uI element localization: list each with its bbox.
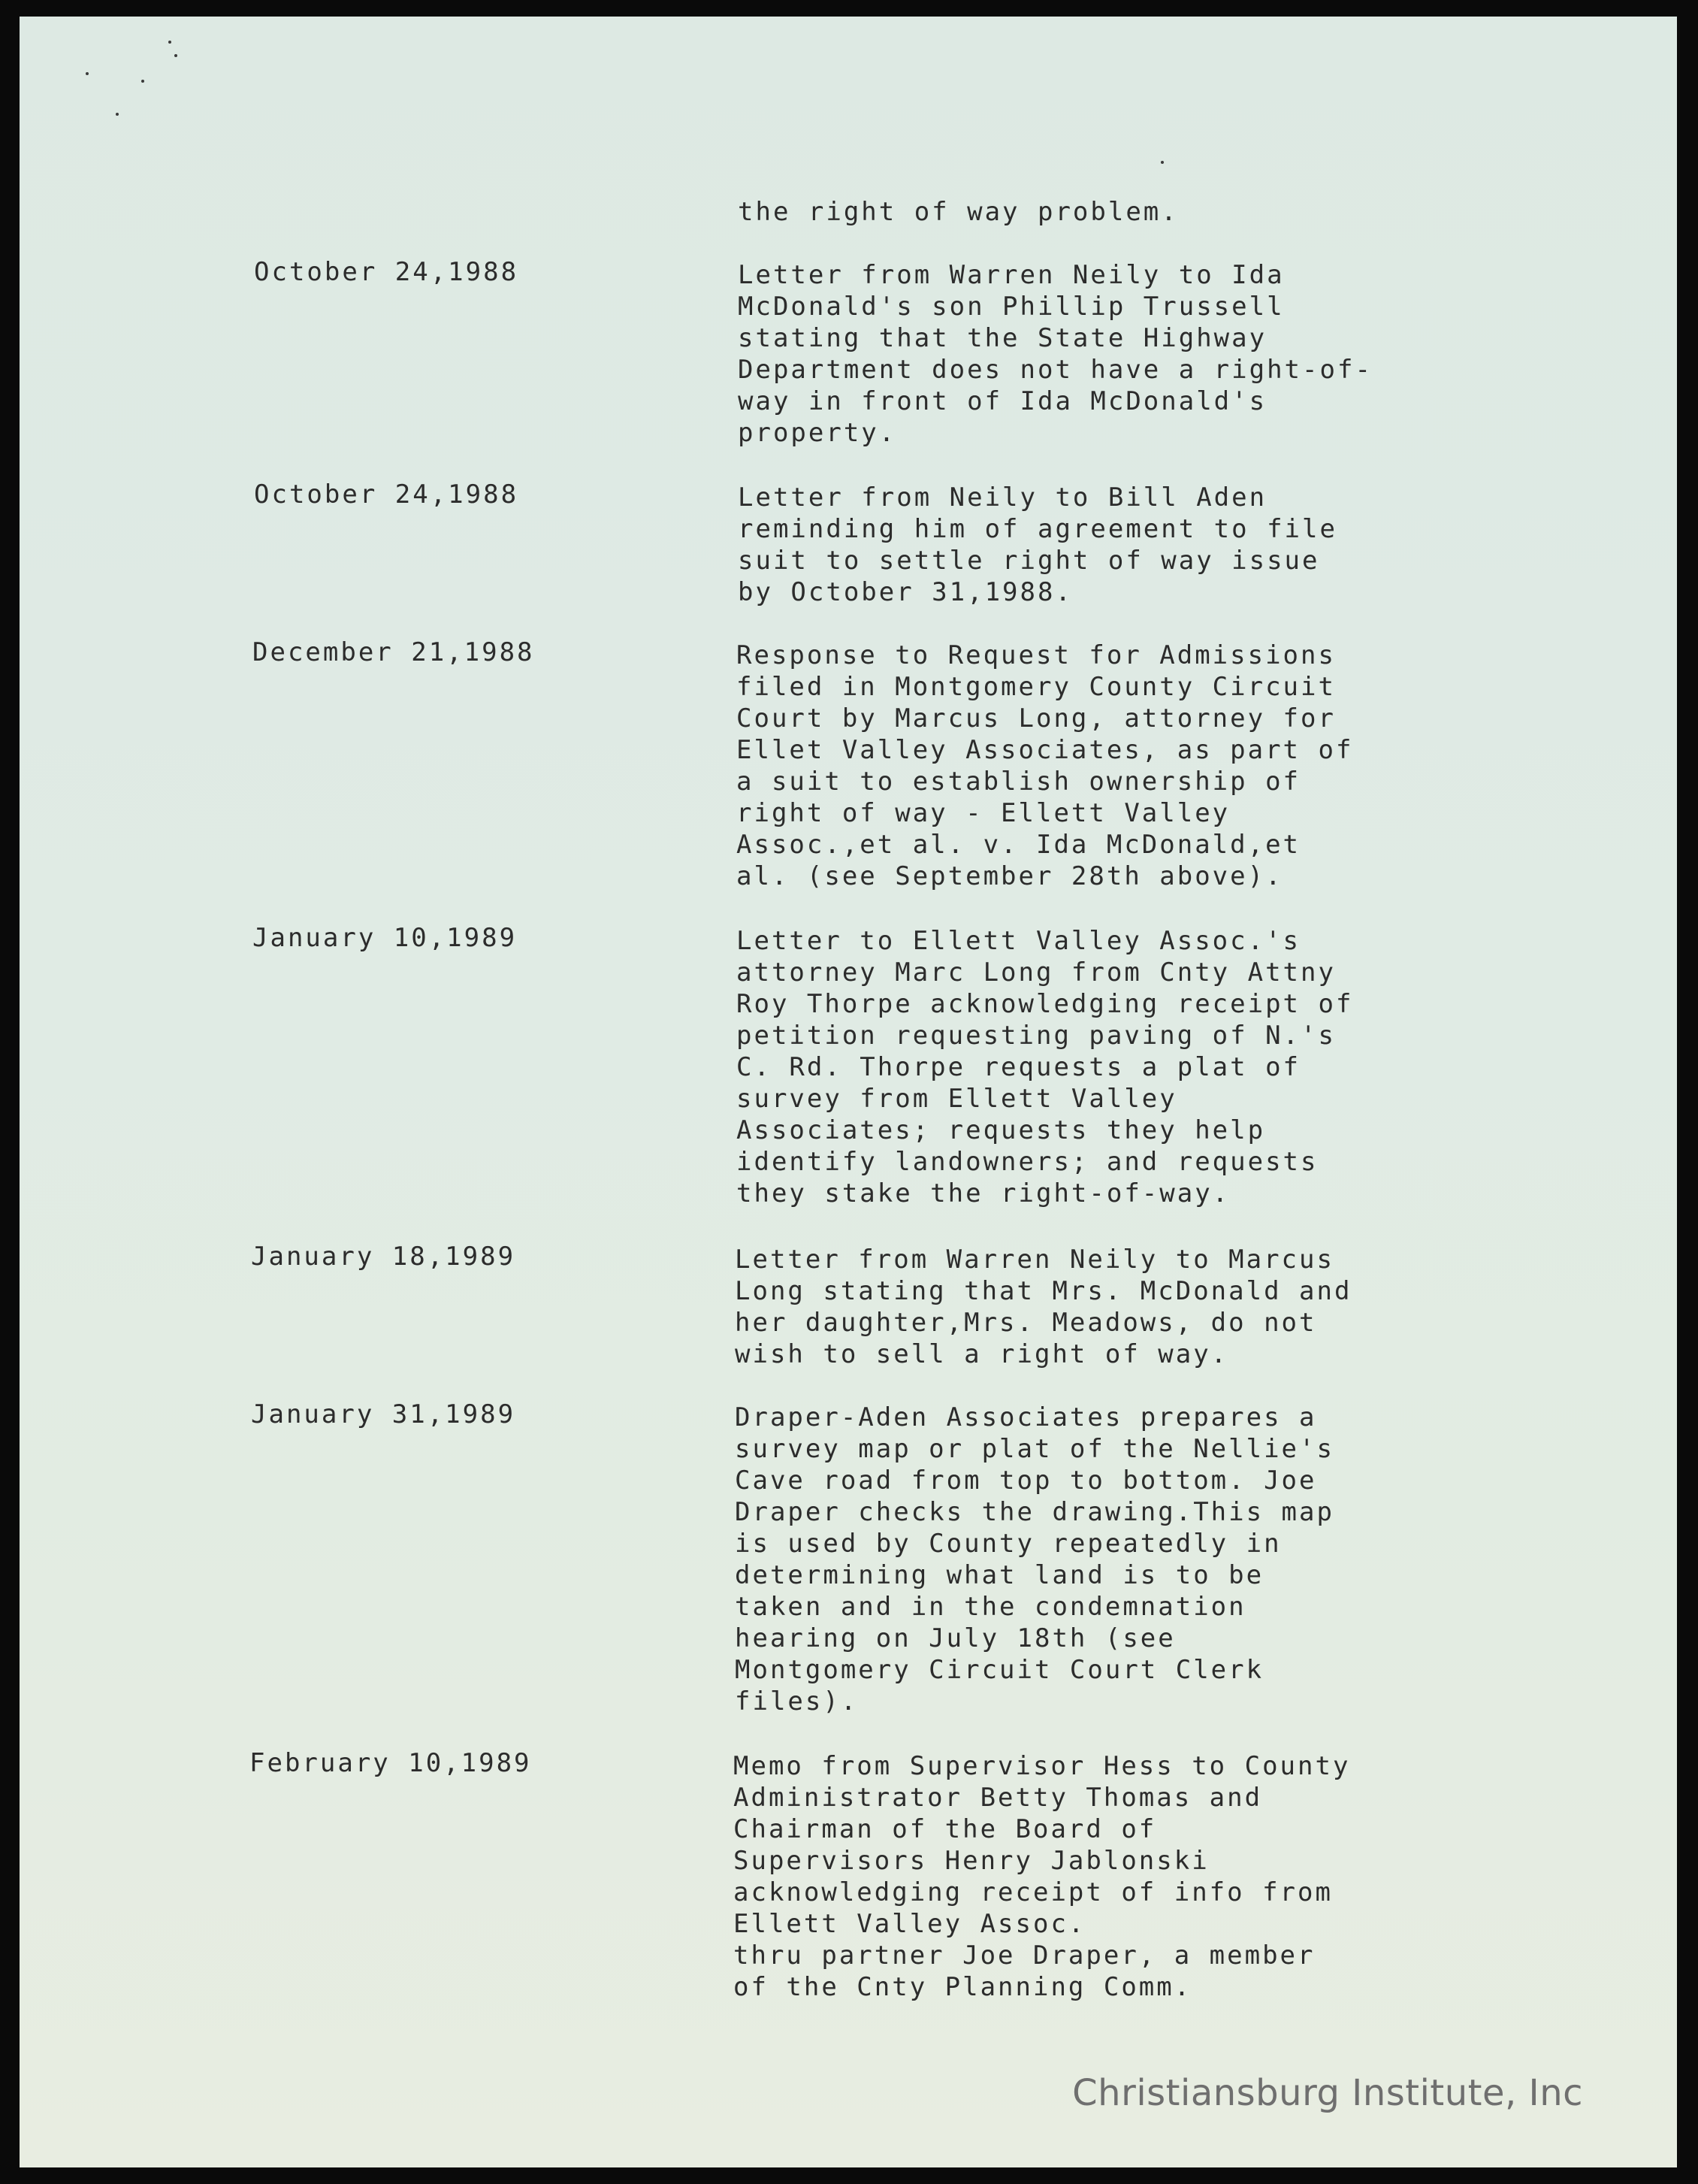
entry-date: February 10,1989 [249,1748,532,1778]
entry-line: McDonald's son Phillip Trussell [738,292,1285,322]
entry-line: way in front of Ida McDonald's [738,386,1267,416]
entry-line: taken and in the condemnation [735,1592,1246,1622]
entry-line: her daughter,Mrs. Meadows, do not [735,1308,1317,1338]
entry-line: determining what land is to be [735,1560,1264,1590]
entry-line: Supervisors Henry Jablonski [733,1846,1210,1876]
entry-line: al. (see September 28th above). [736,861,1283,891]
entry-line: Long stating that Mrs. McDonald and [735,1276,1352,1306]
entry-line: right of way - Ellett Valley [736,798,1231,828]
entry-line: Chairman of the Board of [733,1814,1157,1844]
speck-mark [141,80,144,83]
entry-line: identify landowners; and requests [736,1147,1319,1177]
entry-line: Letter from Neily to Bill Aden [738,482,1267,513]
entry-line: Memo from Supervisor Hess to County [733,1751,1351,1781]
entry-date: October 24,1988 [254,479,519,510]
entry-line: Cave road from top to bottom. Joe [735,1466,1317,1496]
entry-line: Department does not have a right-of- [738,355,1373,385]
entry-line: Montgomery Circuit Court Clerk [735,1655,1264,1685]
entry-line: thru partner Joe Draper, a member [733,1940,1316,1971]
entry-line: Administrator Betty Thomas and [733,1783,1263,1813]
entry-date: January 31,1989 [251,1399,516,1429]
entry-line: by October 31,1988. [738,577,1073,607]
continuation-line: the right of way problem. [738,197,1179,227]
entry-line: Roy Thorpe acknowledging receipt of [736,989,1354,1019]
speck-mark [116,113,119,116]
entry-line: of the Cnty Planning Comm. [733,1972,1192,2002]
entry-line: Response to Request for Admissions [736,640,1336,670]
entry-line: Draper checks the drawing.This map [735,1497,1334,1527]
speck-mark [86,72,89,75]
entry-line: property. [738,418,897,448]
entry-line: hearing on July 18th (see [735,1623,1176,1653]
entry-line: filed in Montgomery County Circuit [736,672,1336,702]
entry-date: January 10,1989 [252,923,518,953]
entry-line: stating that the State Highway [738,323,1267,353]
entry-line: files). [735,1686,859,1717]
entry-date: December 21,1988 [252,637,535,667]
entry-line: Letter from Warren Neily to Ida [738,260,1285,290]
entry-line: is used by County repeatedly in [735,1529,1282,1559]
entry-line: Associates; requests they help [736,1115,1266,1145]
entry-line: wish to sell a right of way. [735,1339,1229,1369]
entry-line: Letter to Ellett Valley Assoc.'s [736,926,1301,956]
speck-mark [168,41,171,44]
entry-line: reminding him of agreement to file [738,514,1337,544]
entry-date: October 24,1988 [254,257,519,287]
entry-line: Assoc.,et al. v. Ida McDonald,et [736,830,1301,860]
entry-line: C. Rd. Thorpe requests a plat of [736,1052,1301,1082]
document-page [20,17,1677,2167]
entry-line: survey from Ellett Valley [736,1084,1177,1114]
entry-date: January 18,1989 [251,1242,516,1272]
speck-mark [174,54,177,57]
entry-line: acknowledging receipt of info from [733,1877,1333,1907]
entry-line: survey map or plat of the Nellie's [735,1434,1334,1464]
entry-line: Draper-Aden Associates prepares a [735,1402,1317,1432]
entry-line: attorney Marc Long from Cnty Attny [736,957,1336,988]
watermark: Christiansburg Institute, Inc [1072,2072,1583,2114]
entry-line: Letter from Warren Neily to Marcus [735,1245,1334,1275]
entry-line: a suit to establish ownership of [736,767,1301,797]
entry-line: Ellett Valley Assoc. [733,1909,1086,1939]
entry-line: Ellet Valley Associates, as part of [736,735,1354,765]
entry-line: Court by Marcus Long, attorney for [736,703,1336,734]
entry-line: they stake the right-of-way. [736,1178,1231,1208]
entry-line: suit to settle right of way issue [738,546,1320,576]
entry-line: petition requesting paving of N.'s [736,1021,1336,1051]
speck-mark [1161,161,1164,164]
